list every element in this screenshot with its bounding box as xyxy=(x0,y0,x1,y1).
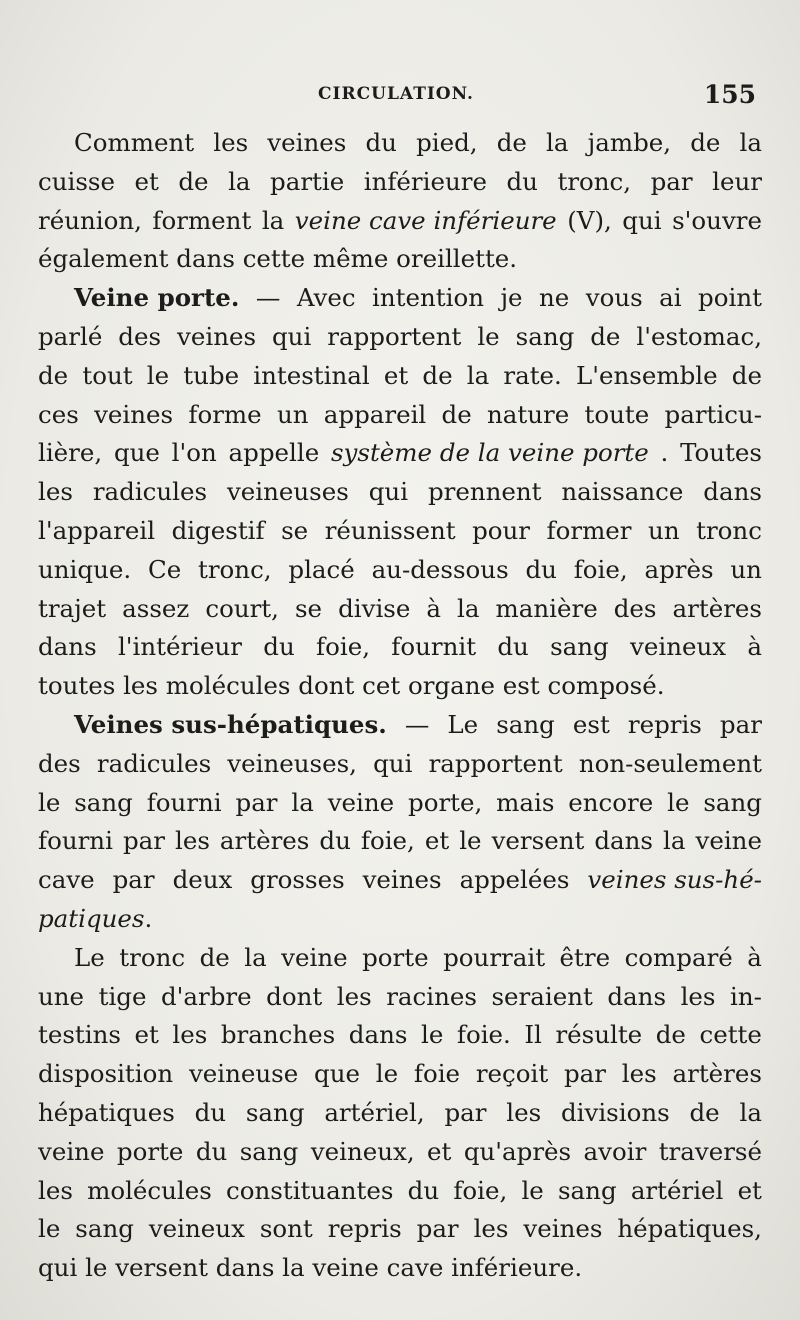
text-word: court, xyxy=(205,593,279,623)
text-word: veineux xyxy=(630,632,727,662)
text-word: forment xyxy=(152,205,252,235)
text-word: artériel, xyxy=(324,1097,425,1127)
text-word: toutes les molécules dont cet organe est composé. xyxy=(38,671,665,701)
text-word: toute xyxy=(584,399,650,429)
text-line xyxy=(38,822,762,861)
text-word: veines xyxy=(362,865,442,895)
text-word: de xyxy=(689,1097,720,1127)
text-line xyxy=(38,473,762,512)
text-word: la xyxy=(244,942,267,972)
text-word: veine xyxy=(38,1136,105,1166)
text-word: foie, xyxy=(360,826,415,856)
text-word: molécules xyxy=(87,1175,212,1205)
text-word: de xyxy=(422,360,453,390)
text-word: pourrait xyxy=(443,942,546,972)
text-word: repris xyxy=(627,709,702,739)
text-word: par xyxy=(719,709,762,739)
text-word: un xyxy=(648,515,680,545)
text-word: s'ouvre xyxy=(672,205,762,235)
text-word: que xyxy=(314,1059,360,1089)
text-line xyxy=(38,512,762,551)
text-word: patiques xyxy=(38,903,145,933)
text-word: qui xyxy=(368,477,409,507)
text-word: forme xyxy=(188,399,262,429)
text-word: la xyxy=(228,166,251,196)
text-word: l'appareil xyxy=(38,515,156,545)
text-word: résulte xyxy=(555,1020,643,1050)
text-line xyxy=(38,396,762,435)
text-word: Avec xyxy=(296,283,356,313)
text-word: dans xyxy=(348,1020,408,1050)
text-word: repris xyxy=(327,1214,402,1244)
text-word: par xyxy=(650,166,693,196)
text-word: porte xyxy=(362,942,429,972)
text-word: du xyxy=(365,128,397,157)
text-word: fournit xyxy=(391,632,477,662)
text-word: et xyxy=(737,1175,762,1205)
text-word: la xyxy=(291,787,314,817)
text-line xyxy=(38,900,762,939)
text-word: les xyxy=(680,981,716,1011)
text-word: des xyxy=(38,748,81,778)
text-word: veine xyxy=(281,942,348,972)
text-word: tronc, xyxy=(198,554,272,584)
text-word: pied, xyxy=(416,128,478,157)
text-word: de xyxy=(38,360,69,390)
text-word: réunissent xyxy=(324,515,456,545)
text-line xyxy=(38,1016,762,1055)
text-line xyxy=(38,124,762,163)
text-word: la xyxy=(739,128,762,157)
text-word: le xyxy=(420,1020,444,1050)
text-word: sang xyxy=(245,1097,305,1127)
text-word: de xyxy=(441,399,472,429)
text-word: inférieure xyxy=(363,166,487,196)
text-line xyxy=(38,978,762,1017)
text-word: sang xyxy=(74,787,133,817)
text-word: L'ensemble xyxy=(576,360,718,390)
text-word: est xyxy=(572,709,610,739)
page-number: 155 xyxy=(703,80,756,109)
text-word: testins xyxy=(38,1020,121,1050)
text-word: dans xyxy=(38,632,97,662)
text-word: les xyxy=(38,477,73,507)
text-word: artériel xyxy=(630,1175,724,1205)
text-word: des xyxy=(613,593,657,623)
text-line xyxy=(38,784,762,823)
text-line xyxy=(38,318,762,357)
text-word: par xyxy=(235,787,278,817)
text-word: foie. xyxy=(456,1020,511,1050)
text-word: les xyxy=(38,1175,73,1205)
text-word: le xyxy=(146,360,170,390)
text-word: Veines sus-hépatiques. xyxy=(74,709,387,739)
text-word: — xyxy=(404,709,430,739)
text-word: artères xyxy=(219,826,310,856)
text-word: veine xyxy=(327,787,395,817)
text-word: placé xyxy=(288,554,355,584)
text-word: de xyxy=(178,166,209,196)
text-word: intestinal xyxy=(253,360,370,390)
text-word: se xyxy=(294,593,323,623)
text-word: veineux xyxy=(148,1214,245,1244)
text-line xyxy=(38,667,762,706)
text-word: de xyxy=(690,128,721,157)
text-word: la xyxy=(466,360,490,390)
text-word: veineuses xyxy=(226,477,349,507)
text-word: les xyxy=(621,1059,657,1089)
text-word: Comment xyxy=(74,128,195,157)
text-word: dans xyxy=(607,981,667,1011)
text-word: hépatiques, xyxy=(617,1214,762,1244)
text-word: les xyxy=(174,826,210,856)
text-word: Le xyxy=(74,942,105,972)
text-word: de xyxy=(655,1020,686,1050)
text-word: du xyxy=(319,826,351,856)
text-word: veines sus-hé- xyxy=(587,865,762,895)
text-word: un xyxy=(730,554,762,584)
text-word: rapportent xyxy=(327,321,462,351)
text-word: veines xyxy=(177,321,257,351)
text-word: sang xyxy=(557,1175,617,1205)
text-word: versent xyxy=(491,826,585,856)
text-word: sang xyxy=(496,709,555,739)
text-word: disposition xyxy=(38,1059,174,1089)
text-word: de xyxy=(731,360,762,390)
text-word: se xyxy=(281,515,309,545)
text-word: branches xyxy=(220,1020,336,1050)
text-word: porte, xyxy=(408,787,483,817)
text-word: cave xyxy=(38,865,95,895)
text-word: digestif xyxy=(171,515,265,545)
text-line xyxy=(38,1249,762,1288)
text-line xyxy=(38,202,762,241)
text-word: l'on xyxy=(171,438,217,468)
text-word: du xyxy=(194,1097,227,1127)
text-word: que xyxy=(113,438,160,468)
text-word: grosses xyxy=(250,865,345,895)
text-word: du xyxy=(506,166,538,196)
text-word: Toutes xyxy=(680,438,762,468)
text-word: appelle xyxy=(228,438,320,468)
text-word: artères xyxy=(672,593,762,623)
text-word: Ce xyxy=(147,554,182,584)
text-word: tube xyxy=(183,360,240,390)
text-word: et xyxy=(424,826,450,856)
text-word: intention xyxy=(372,283,484,313)
text-line xyxy=(38,745,762,784)
page-header xyxy=(36,80,756,114)
text-word: encore xyxy=(568,787,654,817)
text-word: du xyxy=(525,554,557,584)
text-word: ai xyxy=(659,283,682,313)
text-line xyxy=(38,1210,762,1249)
text-word: un xyxy=(276,399,309,429)
text-word: le xyxy=(477,321,500,351)
text-word: dans xyxy=(703,477,762,507)
text-word: veine xyxy=(695,826,762,856)
text-word: l'estomac, xyxy=(636,321,762,351)
text-word: radicules xyxy=(96,748,212,778)
text-word: . xyxy=(144,903,153,933)
text-word: Il xyxy=(524,1020,542,1050)
text-word: et xyxy=(427,1136,452,1166)
text-word: trajet xyxy=(38,593,107,623)
text-word: sang xyxy=(550,632,609,662)
text-word: de xyxy=(199,942,230,972)
text-word: Le xyxy=(447,709,479,739)
text-word: à xyxy=(426,593,442,623)
text-word: la xyxy=(739,1097,762,1127)
text-word: nature xyxy=(487,399,570,429)
text-word: la xyxy=(261,205,285,235)
text-word: jambe, xyxy=(587,128,672,157)
text-word: traversé xyxy=(658,1136,762,1166)
text-word: cuisse xyxy=(38,166,115,196)
text-word: de xyxy=(590,321,621,351)
text-word: veines xyxy=(94,399,174,429)
text-word: de xyxy=(496,128,527,157)
text-word: porte xyxy=(116,1136,184,1166)
text-word: par xyxy=(416,1214,459,1244)
text-word: les xyxy=(336,981,372,1011)
text-word: réunion, xyxy=(38,205,142,235)
text-word: du xyxy=(497,632,529,662)
text-line xyxy=(38,240,762,279)
text-line xyxy=(38,1172,762,1211)
text-word: tronc, xyxy=(557,166,632,196)
text-word: et xyxy=(383,360,409,390)
text-word: foie, xyxy=(316,632,370,662)
text-line xyxy=(38,1133,762,1172)
text-word: le xyxy=(667,787,690,817)
text-word: assez xyxy=(122,593,190,623)
text-word: du xyxy=(263,632,295,662)
text-word: tronc xyxy=(696,515,762,545)
text-word: reçoit xyxy=(475,1059,549,1089)
text-word: veines xyxy=(267,128,347,157)
text-word: appelées xyxy=(459,865,570,895)
text-word: vous xyxy=(585,283,643,313)
text-word: . xyxy=(660,438,669,468)
text-word: la xyxy=(663,826,686,856)
text-word: foie, xyxy=(573,554,628,584)
text-word: in- xyxy=(730,981,762,1011)
text-word: radicules xyxy=(92,477,208,507)
text-word: ces xyxy=(38,399,79,429)
text-word: qui xyxy=(272,321,312,351)
text-word: — xyxy=(255,283,281,313)
text-word: du xyxy=(195,1136,228,1166)
text-word: rapportent xyxy=(428,748,563,778)
running-title: CIRCULATION. xyxy=(318,84,474,104)
text-word: qu'après xyxy=(463,1136,572,1166)
text-line xyxy=(38,434,762,473)
text-line xyxy=(38,163,762,202)
text-line xyxy=(38,1055,762,1094)
text-word: unique. xyxy=(38,554,132,584)
text-word: cette xyxy=(699,1020,762,1050)
text-word: sang xyxy=(75,1214,134,1244)
text-word: avoir xyxy=(583,1136,647,1166)
text-word: à xyxy=(747,942,762,972)
text-word: tout xyxy=(82,360,133,390)
text-word: tronc xyxy=(119,942,186,972)
text-word: lière, xyxy=(38,438,103,468)
text-word: partie xyxy=(270,166,345,196)
text-word: des xyxy=(118,321,162,351)
text-word: manière xyxy=(495,593,598,623)
text-word: et xyxy=(134,166,159,196)
text-word: sang xyxy=(515,321,575,351)
text-word: du xyxy=(407,1175,440,1205)
text-word: ne xyxy=(539,283,570,313)
text-word: qui le versent dans la veine cave inférieure. xyxy=(38,1253,583,1283)
text-word: système de la veine porte xyxy=(330,438,649,468)
text-word: veineuse xyxy=(188,1059,299,1089)
text-word: Veine porte. xyxy=(74,283,240,313)
text-word: à xyxy=(747,632,762,662)
text-word: comparé xyxy=(624,942,733,972)
text-word: fourni xyxy=(146,787,222,817)
text-word: dans xyxy=(594,826,653,856)
text-line xyxy=(38,706,762,745)
text-word: leur xyxy=(712,166,762,196)
text-word: former xyxy=(546,515,632,545)
text-word: divisions xyxy=(560,1097,670,1127)
text-word: racines xyxy=(386,981,477,1011)
text-word: rate. xyxy=(503,360,562,390)
text-word: après xyxy=(644,554,714,584)
text-word: non-seulement xyxy=(578,748,762,778)
text-word: le xyxy=(38,787,61,817)
text-word: seraient xyxy=(491,981,593,1011)
text-word: être xyxy=(559,942,611,972)
text-word: hépatiques xyxy=(38,1097,175,1127)
text-word: je xyxy=(500,283,523,313)
text-word: naissance xyxy=(561,477,684,507)
text-word: veineux, xyxy=(310,1136,415,1166)
text-word: les xyxy=(213,128,249,157)
text-word: par xyxy=(112,865,155,895)
text-word: les xyxy=(172,1020,208,1050)
text-word: sang xyxy=(703,787,762,817)
text-word: sont xyxy=(259,1214,313,1244)
text-word: par xyxy=(564,1059,607,1089)
text-word: qui xyxy=(373,748,413,778)
text-word: le xyxy=(375,1059,399,1089)
text-word: veine cave inférieure xyxy=(294,205,557,235)
text-word: la xyxy=(546,128,569,157)
text-word: une xyxy=(38,981,85,1011)
text-word: qui xyxy=(622,205,662,235)
text-word: les xyxy=(506,1097,542,1127)
text-word: le xyxy=(521,1175,544,1205)
text-word: foie, xyxy=(453,1175,508,1205)
text-word: également dans cette même oreillette. xyxy=(38,244,518,274)
text-word: veineuses, xyxy=(227,748,357,778)
text-word: le xyxy=(459,826,482,856)
text-word: l'intérieur xyxy=(117,632,243,662)
text-line xyxy=(38,551,762,590)
body-text xyxy=(38,124,762,1288)
text-word: au-dessous xyxy=(371,554,509,584)
text-word: et xyxy=(134,1020,159,1050)
text-word: point xyxy=(698,283,762,313)
text-word: par xyxy=(122,826,165,856)
text-line xyxy=(38,357,762,396)
text-word: tige xyxy=(98,981,147,1011)
text-word: parlé xyxy=(38,321,103,351)
text-line xyxy=(38,1094,762,1133)
text-word: mais xyxy=(496,787,555,817)
text-line xyxy=(38,861,762,900)
text-word: le xyxy=(38,1214,61,1244)
text-word: les xyxy=(473,1214,509,1244)
text-line xyxy=(38,590,762,629)
text-word: dont xyxy=(266,981,323,1011)
text-word: veines xyxy=(523,1214,603,1244)
text-word: deux xyxy=(172,865,233,895)
text-line xyxy=(38,279,762,318)
text-word: (V), xyxy=(567,205,612,235)
text-word: particu- xyxy=(664,399,762,429)
text-word: appareil xyxy=(323,399,427,429)
text-word: constituantes xyxy=(226,1175,394,1205)
text-word: la xyxy=(457,593,480,623)
text-line xyxy=(38,939,762,978)
text-word: prennent xyxy=(427,477,542,507)
text-word: artères xyxy=(672,1059,762,1089)
text-word: foie xyxy=(413,1059,461,1089)
text-word: fourni xyxy=(38,826,113,856)
text-line xyxy=(38,628,762,667)
text-word: d'arbre xyxy=(161,981,252,1011)
text-word: sang xyxy=(239,1136,299,1166)
text-word: divise xyxy=(338,593,411,623)
text-word: pour xyxy=(472,515,531,545)
text-word: par xyxy=(444,1097,487,1127)
